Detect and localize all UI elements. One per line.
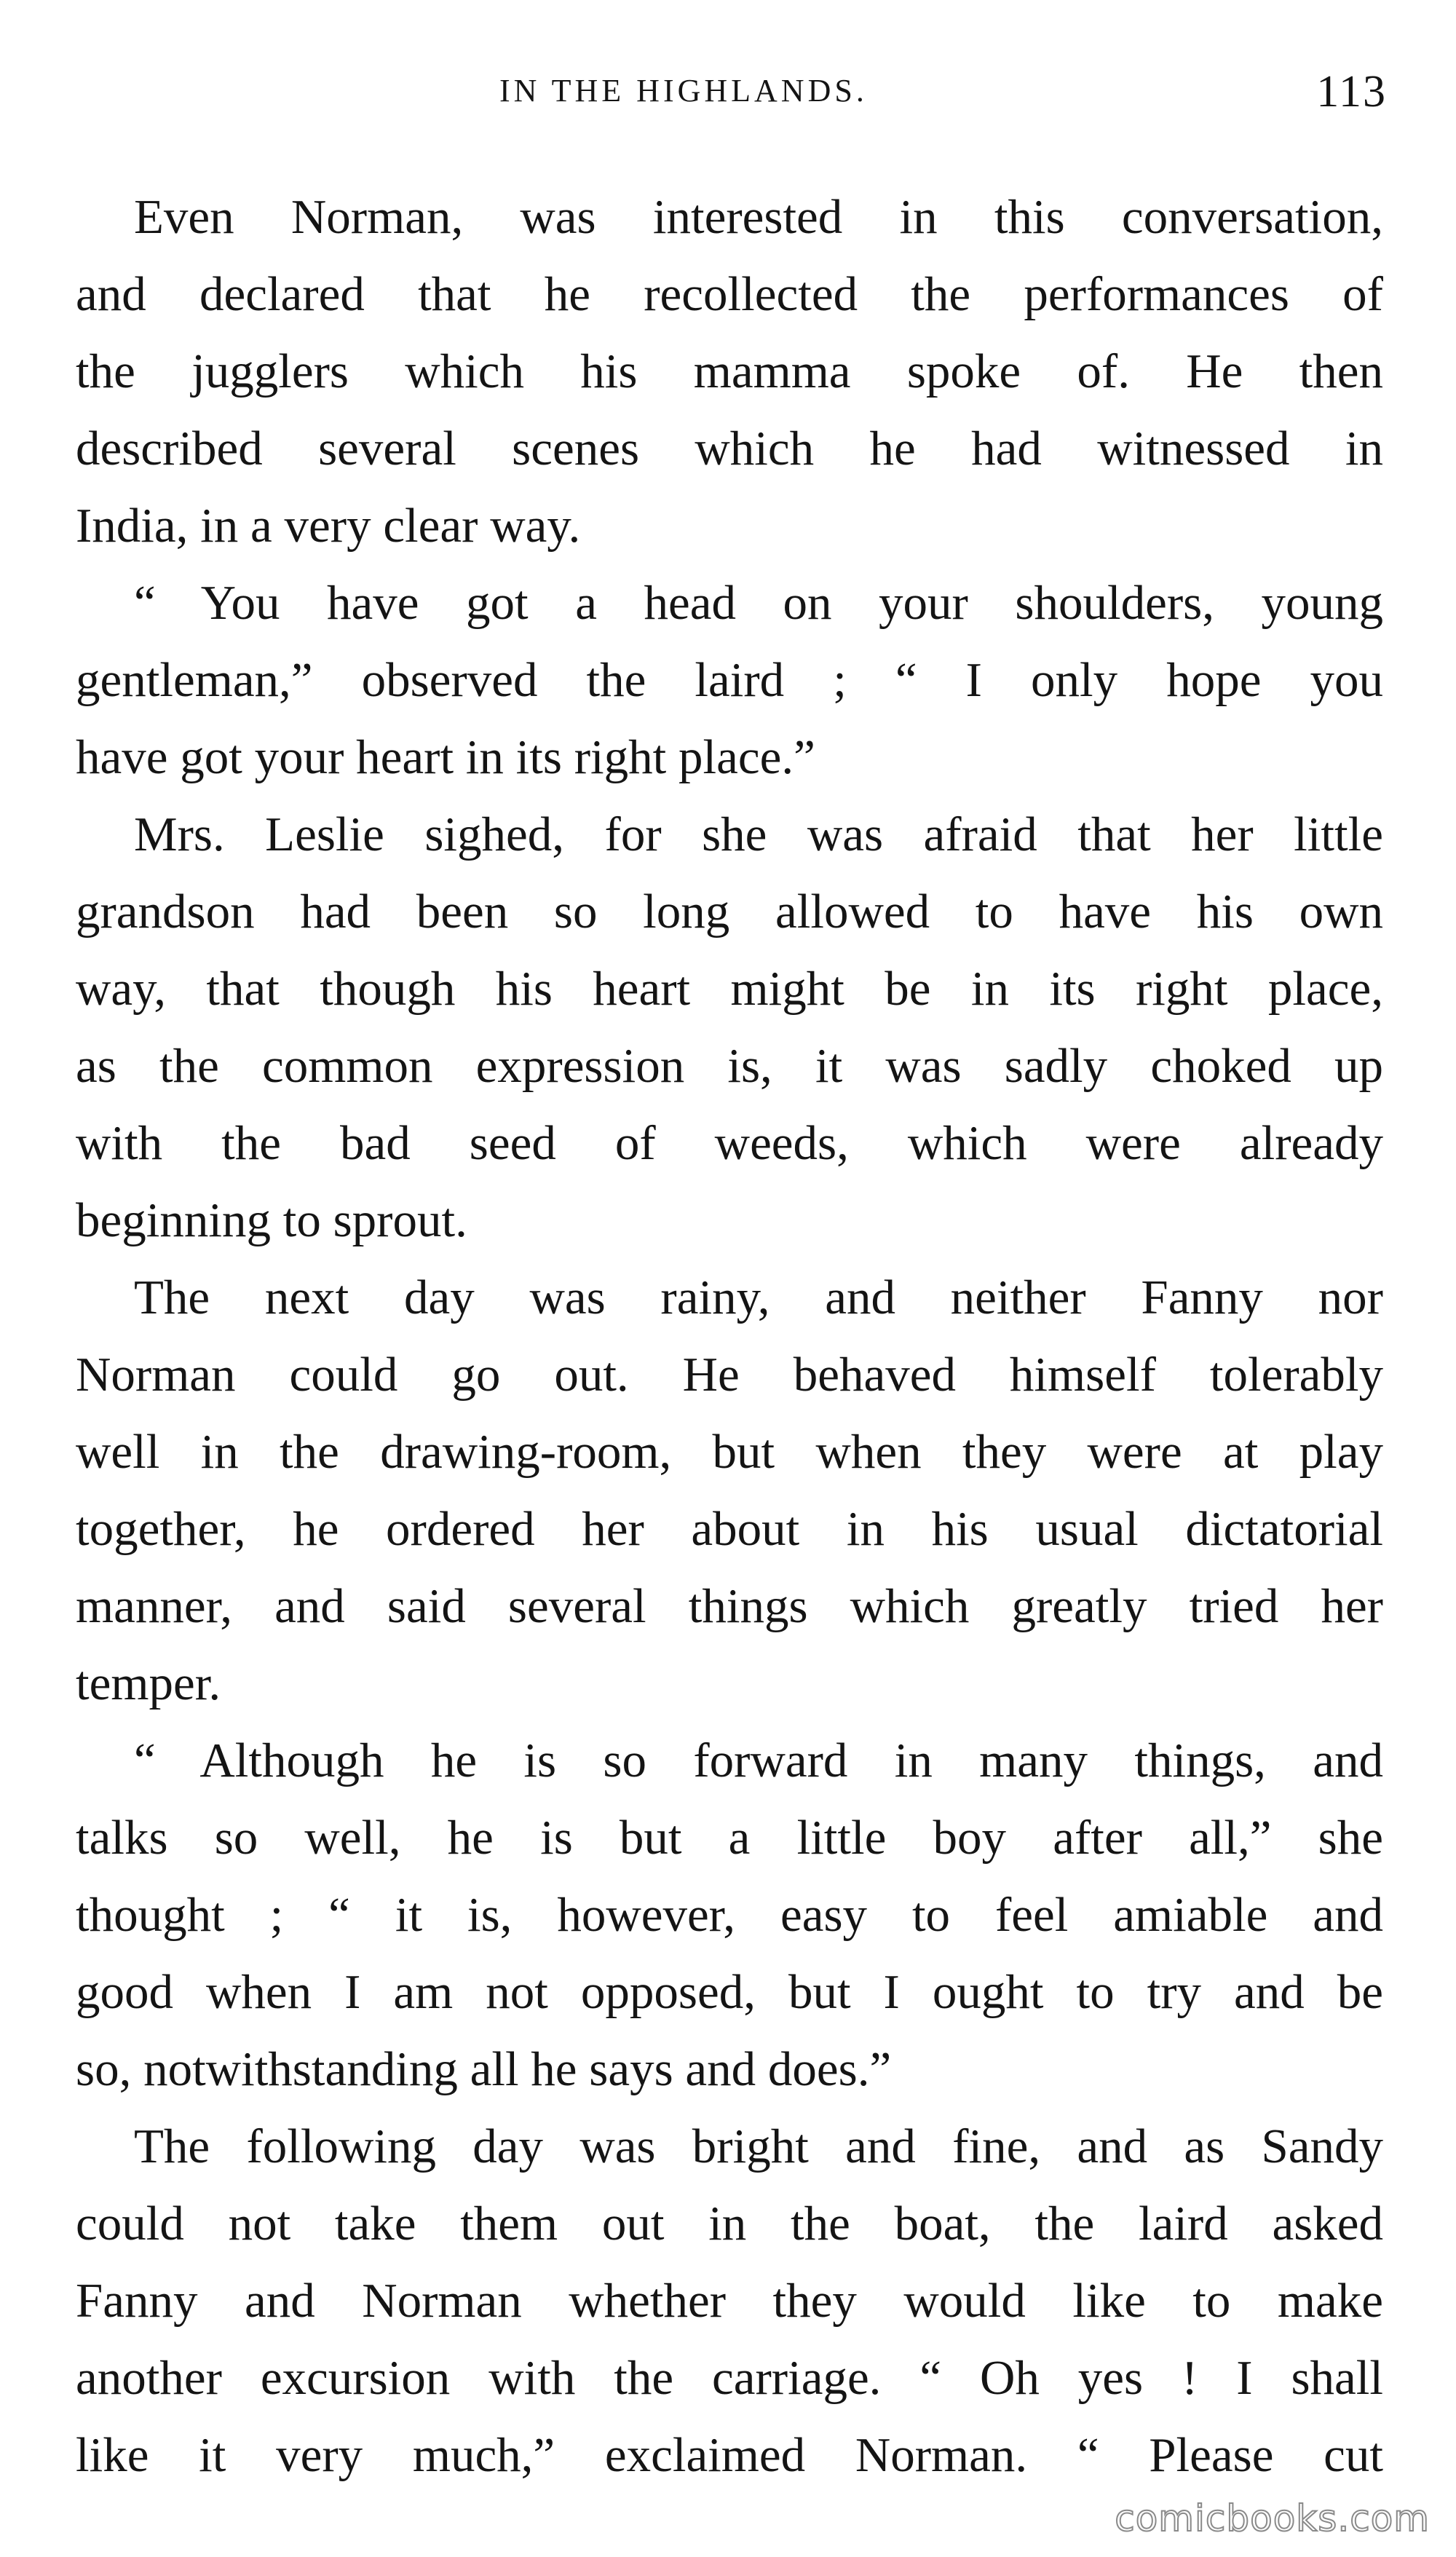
text-line: beginning to sprout. [76, 1193, 467, 1247]
text-line: way, that though his heart might be in its right place, [76, 962, 1383, 1016]
text-line: have got your heart in its right place.” [76, 730, 815, 784]
text-line: The next day was rainy, and neither Fanny nor [134, 1270, 1383, 1324]
text-line: another excursion with the carriage. “ Oh yes ! I shall [76, 2351, 1383, 2405]
text-line: described several scenes which he had witnessed in [76, 422, 1383, 475]
text-line: Even Norman, was interested in this conversation, [134, 190, 1383, 244]
text-line: well in the drawing-room, but when they were at play [76, 1425, 1383, 1479]
body-text [76, 178, 1383, 2494]
paragraph [76, 1722, 1383, 2108]
page-number: 113 [1316, 67, 1387, 116]
text-line: together, he ordered her about in his usual dictatorial [76, 1502, 1383, 1556]
paragraph [76, 178, 1383, 564]
text-line: talks so well, he is but a little boy after all,” she [76, 1811, 1383, 1865]
text-line: good when I am not opposed, but I ought to try and be [76, 1965, 1383, 2019]
paragraph [76, 2108, 1383, 2494]
text-line: temper. [76, 1656, 221, 1710]
text-line: like it very much,” exclaimed Norman. “ Please cut [76, 2428, 1383, 2482]
paragraph [76, 1259, 1383, 1722]
text-line: and declared that he recollected the performances of [76, 267, 1383, 321]
paragraph [76, 564, 1383, 796]
text-line: Mrs. Leslie sighed, for she was afraid that her little [134, 807, 1383, 861]
text-line: as the common expression is, it was sadly choked up [76, 1039, 1383, 1093]
text-line: thought ; “ it is, however, easy to feel amiable and [76, 1888, 1383, 1942]
text-line: The following day was bright and fine, and as Sandy [134, 2119, 1383, 2173]
text-line: could not take them out in the boat, the laird asked [76, 2197, 1383, 2250]
text-line: gentleman,” observed the laird ; “ I only hope you [76, 653, 1383, 707]
text-line: so, notwithstanding all he says and does.” [76, 2042, 892, 2096]
text-line: Fanny and Norman whether they would like to make [76, 2274, 1383, 2328]
text-line: the jugglers which his mamma spoke of. He then [76, 344, 1383, 398]
text-line: “ Although he is so forward in many things, and [134, 1734, 1383, 1787]
text-line: manner, and said several things which greatly tried her [76, 1579, 1383, 1633]
text-line: grandson had been so long allowed to have his own [76, 885, 1383, 938]
paragraph [76, 796, 1383, 1259]
text-line: India, in a very clear way. [76, 499, 581, 553]
text-line: Norman could go out. He behaved himself tolerably [76, 1348, 1383, 1402]
text-line: “ You have got a head on your shoulders, young [134, 576, 1383, 630]
running-head: IN THE HIGHLANDS. [499, 73, 868, 108]
watermark: comicbooks.com [1115, 2497, 1430, 2540]
text-line: with the bad seed of weeds, which were already [76, 1116, 1383, 1170]
